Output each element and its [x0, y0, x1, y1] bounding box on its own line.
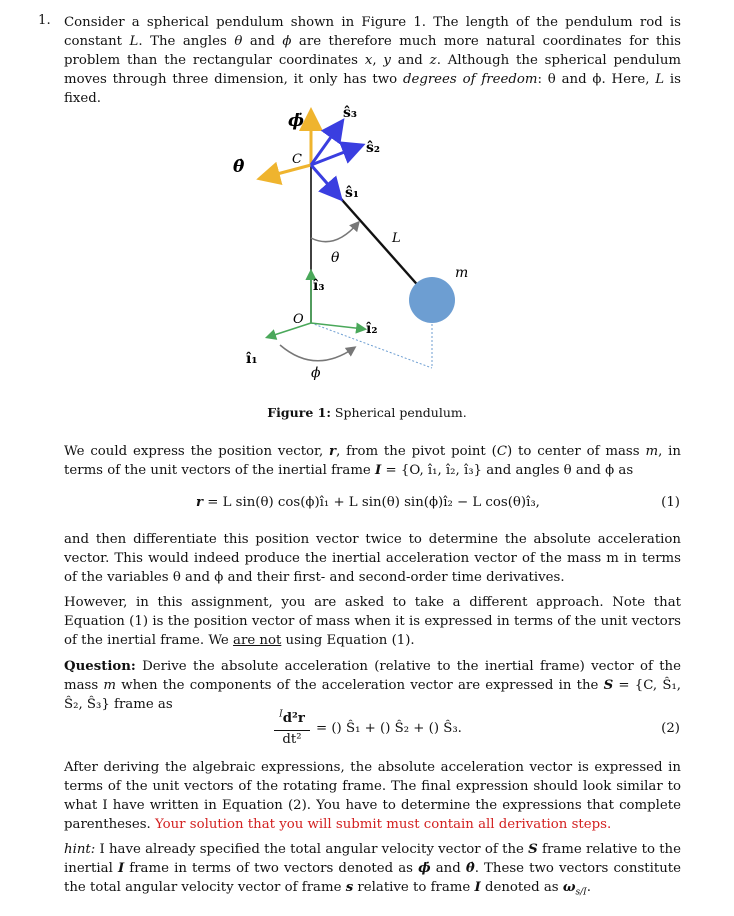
- phi-arc: [280, 345, 354, 361]
- theta-arc: [311, 223, 358, 242]
- s1-vector: [311, 165, 339, 197]
- eq2-rhs: = () Ŝ₁ + () Ŝ₂ + () Ŝ₃.: [316, 721, 462, 736]
- question-paragraph: Question: Derive the absolute acceleration (relative to the inertial frame) vector of the mass m when the components of the acceleration vector are expressed in the S = {C, Ŝ₁, Ŝ₂, Ŝ₃} frame as: [64, 659, 681, 712]
- label-phi: ϕ: [311, 365, 321, 381]
- pendulum-mass: [409, 277, 455, 323]
- position-vector-paragraph: We could express the position vector, r, from the pivot point (C) to center of mass m, in terms of the unit vectors of the inertial frame I = {O, î₁, î₂, î₃} and angles θ and ϕ as: [64, 444, 681, 478]
- i1-vector: [268, 323, 311, 337]
- eq2-denominator: dt²: [282, 732, 302, 747]
- figure-caption: Figure 1: Spherical pendulum.: [267, 405, 467, 420]
- hint-paragraph: hint: I have already specified the total angular velocity vector of the S frame relative to the inertial I frame in terms of two vectors denoted as ϕ̇ and θ̇. These two vectors constitute the total angular velocity vector of frame s relative to frame I denoted as $\omega_{s/I}$.: [64, 842, 681, 898]
- label-s2: ŝ₂: [366, 140, 381, 156]
- label-C: C: [292, 152, 302, 167]
- label-i2: î₂: [366, 321, 378, 337]
- label-L: L: [392, 231, 401, 246]
- label-O: O: [293, 312, 304, 327]
- approach-paragraph: However, in this assignment, you are asked to take a different approach. Note that Equation (1) is the position vector of mass when it is expressed in terms of the unit vectors of the inertial frame. We are not using Equation (1).: [64, 595, 681, 648]
- label-s3: ŝ₃: [343, 105, 358, 121]
- label-phi-dot: ϕ̇: [288, 111, 305, 131]
- eq2-numerator: $^I$d²r: [279, 710, 305, 727]
- instructions-paragraph: After deriving the algebraic expressions, the absolute acceleration vector is expressed in terms of the unit vectors of the rotating frame. The final expression should look similar to what I have written in Equation (2). You have to determine the expressions that complete parentheses. Your solution that you will submit must contain all derivation steps.: [64, 760, 681, 832]
- item-number: 1.: [38, 13, 51, 28]
- label-i1: î₁: [246, 351, 258, 367]
- label-s1: ŝ₁: [345, 185, 360, 201]
- differentiate-paragraph: and then differentiate this position vector twice to determine the absolute acceleration vector. This would indeed produce the inertial acceleration vector of the mass m in terms of the variables θ and ϕ and their first- and second-order time derivatives.: [64, 532, 681, 585]
- label-i3: î₃: [313, 278, 325, 294]
- equation-2-number: (2): [661, 721, 680, 736]
- equation-1: r = L sin(θ) cos(ϕ)î₁ + L sin(θ) sin(ϕ)î₂ − L cos(θ)î₃,: [196, 495, 540, 510]
- label-theta-dot: θ̇: [233, 157, 245, 177]
- theta-dot-vector: [262, 165, 311, 178]
- figure-spherical-pendulum: [0, 0, 734, 400]
- label-m: m: [455, 265, 469, 281]
- equation-1-number: (1): [661, 495, 680, 510]
- intro-paragraph: Consider a spherical pendulum shown in Figure 1. The length of the pendulum rod is constant L. The angles θ and ϕ are therefore much more natural coordinates for this problem than the rectangular coordinates x, y and z. Although the spherical pendulum moves through three dimension, it only has two degrees of freedom: θ and ϕ. Here, L is fixed.: [64, 15, 681, 106]
- label-theta: θ: [331, 250, 340, 266]
